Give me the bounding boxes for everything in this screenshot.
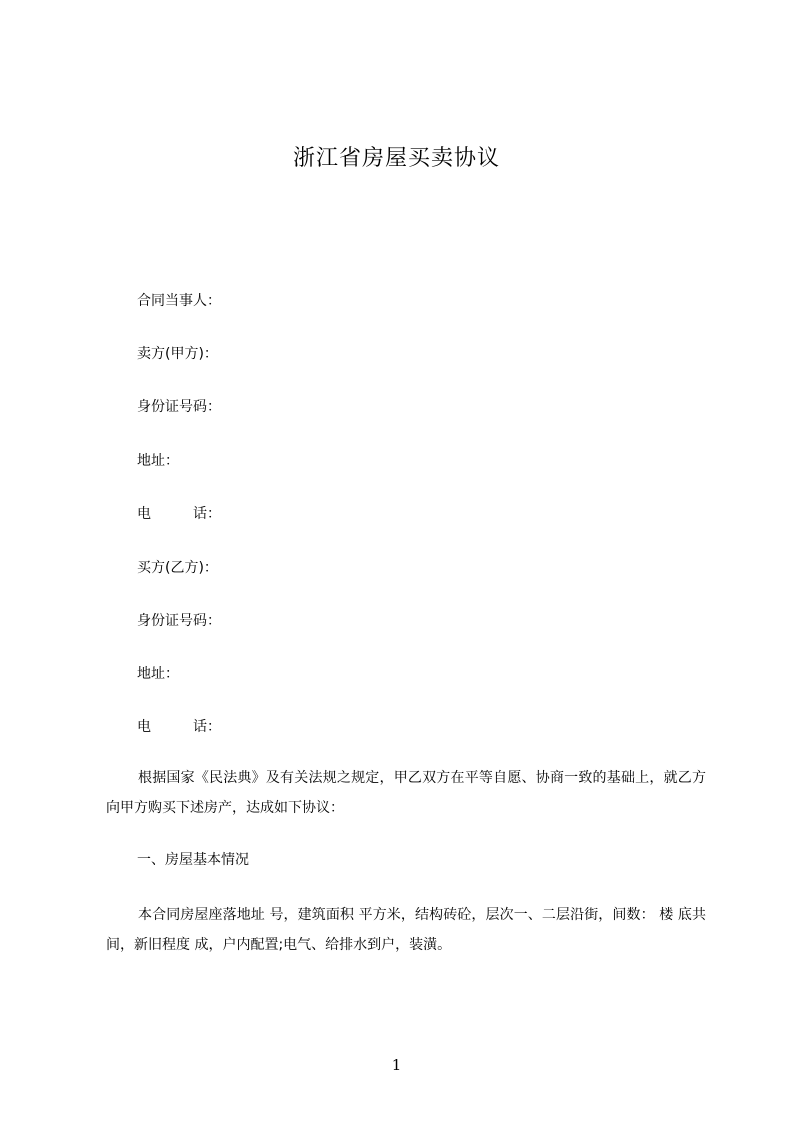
seller-label: 卖方(甲方)： [137, 346, 218, 362]
section-1-body: 本合同房屋座落地址 号，建筑面积 平方米，结构砖砼，层次一、二层沿街，间数： 楼 底共 间，新旧程度 成，户内配置;电气、给排水到户，装潢。 [106, 907, 706, 953]
seller-address-label: 地址： [137, 453, 179, 469]
buyer-id-label: 身份证号码： [137, 613, 221, 629]
seller-phone-label: 电 话： [137, 506, 221, 522]
buyer-label: 买方(乙方)： [137, 560, 218, 576]
parties-heading: 合同当事人： [137, 293, 221, 309]
buyer-address-label: 地址： [137, 666, 179, 682]
document-title: 浙江省房屋买卖协议 [292, 146, 500, 171]
intro-paragraph: 根据国家《民法典》及有关法规之规定，甲乙双方在平等自愿、协商一致的基础上，就乙方向甲方购买下述房产，达成如下协议： [106, 770, 706, 816]
seller-id-label: 身份证号码： [137, 399, 221, 415]
page-number: 1 [391, 1056, 402, 1074]
section-1-heading: 一、房屋基本情况 [137, 852, 249, 868]
buyer-phone-label: 电 话： [137, 719, 221, 735]
